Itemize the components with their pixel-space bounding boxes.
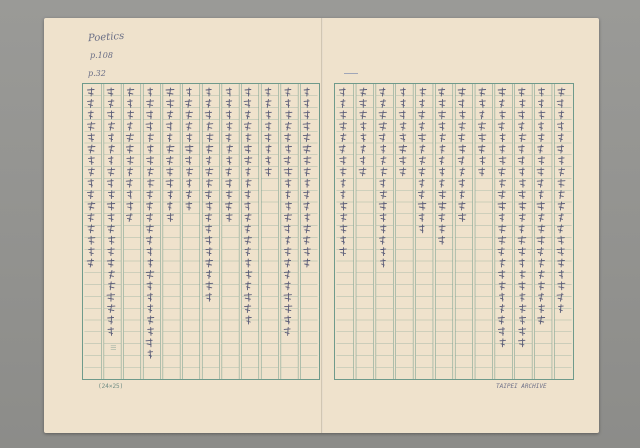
pencil-note-page-2: p.32 [88, 69, 106, 78]
pencil-note-title: Poetics [87, 30, 125, 45]
pencil-note-page: p.108 [90, 51, 113, 60]
margin-stamp: ||| [110, 345, 116, 351]
grid-lines-left [83, 84, 319, 379]
center-fold [321, 18, 323, 433]
archive-mark: TAIPEI ARCHIVE [496, 383, 547, 390]
pencil-tick [344, 73, 358, 74]
manuscript-grid-left [82, 83, 320, 380]
manuscript-grid-right [334, 83, 574, 380]
grid-format-code: (24×25) [98, 383, 124, 390]
grid-lines-right [335, 84, 573, 379]
